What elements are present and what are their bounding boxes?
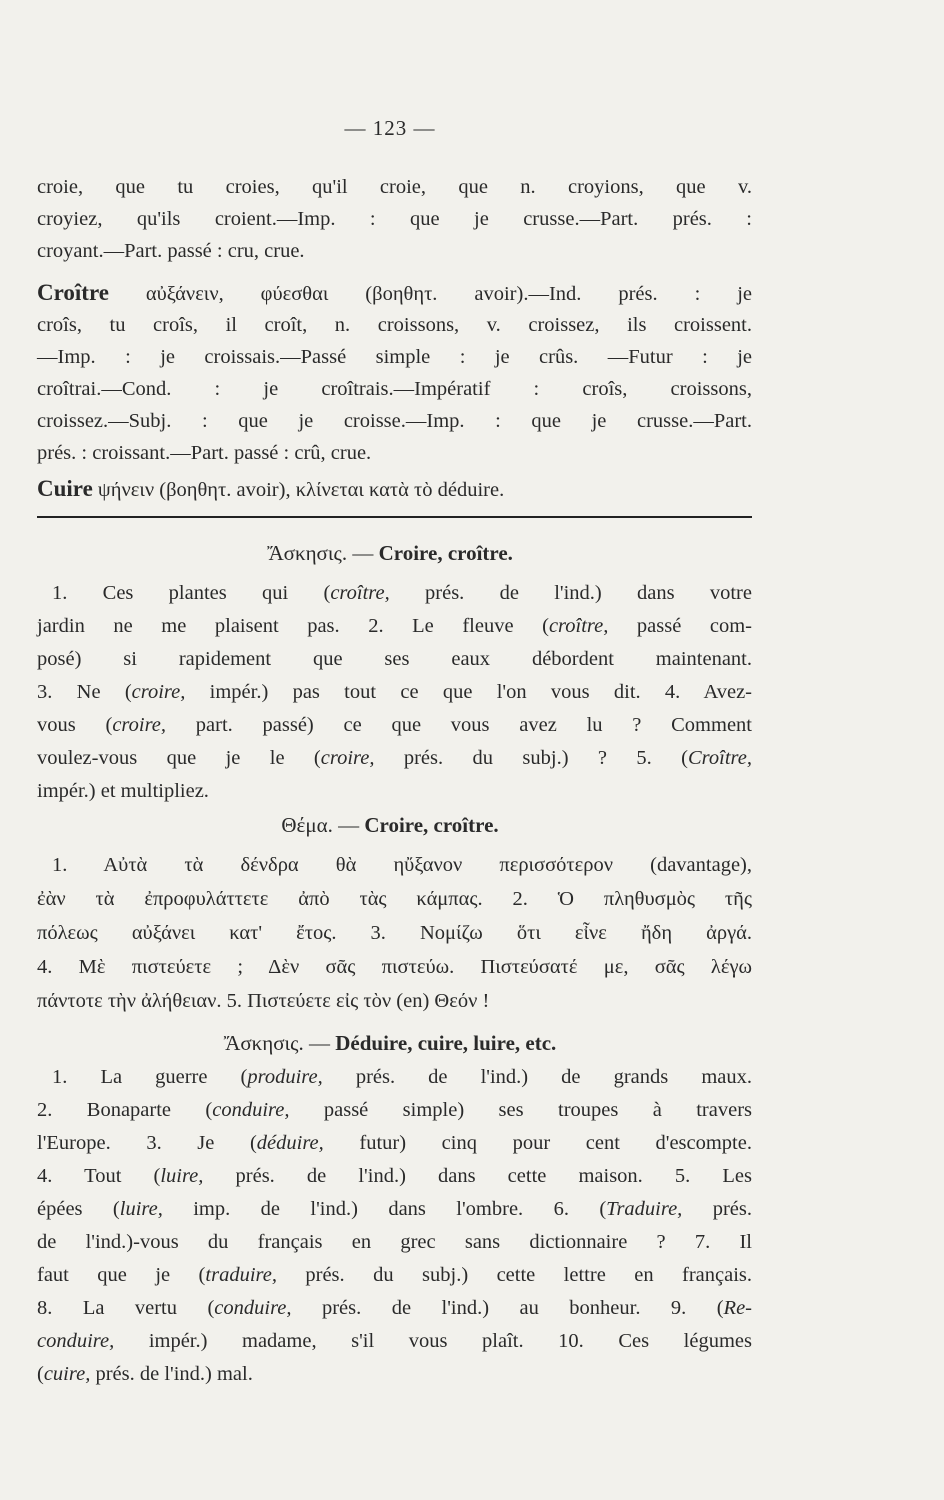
cuire-entry-line: Cuire ψήνειν (βοηθητ. avoir), κλίνεται κατὰ τὸ déduire. xyxy=(37,476,505,501)
exercise-line: impér.) et multipliez. xyxy=(37,780,209,802)
exercise-line: posé) si rapidement que ses eaux débordent maintenant. xyxy=(37,648,752,670)
theme-line: ἐὰν τὰ ἐπροφυλάττετε ἀπὸ τὰς κάμπας. 2. Ὁ πληθυσμὸς τῆς xyxy=(37,888,752,910)
cuire-term: Cuire xyxy=(37,476,93,501)
exercise-line: 1. Ces plantes qui (croître, prés. de l'ind.) dans votre xyxy=(52,582,752,604)
text-line: prés. : croissant.—Part. passé : crû, crue. xyxy=(37,442,372,464)
theme-line: πόλεως αὐξάνει κατ' ἔτος. 3. Νομίζω ὅτι εἶνε ἤδη ἀργά. xyxy=(37,922,752,944)
exercise-line: faut que je (traduire, prés. du subj.) cette lettre en français. xyxy=(37,1264,752,1286)
theme-line: 1. Αὐτὰ τὰ δένδρα θὰ ηὔξανον περισσότερον (davantage), xyxy=(52,854,752,876)
text-line: croyiez, qu'ils croient.—Imp. : que je crusse.—Part. prés. : xyxy=(37,208,752,230)
exercise-line: 8. La vertu (conduire, prés. de l'ind.) au bonheur. 9. (Re- xyxy=(37,1297,752,1319)
exercise-line: conduire, impér.) madame, s'il vous plaît. 10. Ces légumes xyxy=(37,1330,752,1352)
theme-heading: Θέμα. — Croire, croître. xyxy=(281,813,499,837)
croitre-term: Croître xyxy=(37,280,109,305)
exercise-heading: Ἄσκησις. — Croire, croître. xyxy=(267,541,513,565)
text-line: croissez.—Subj. : que je croisse.—Imp. : que je crusse.—Part. xyxy=(37,410,752,432)
exercise-line: 4. Tout (luire, prés. de l'ind.) dans cette maison. 5. Les xyxy=(37,1165,752,1187)
text-line: croie, que tu croies, qu'il croie, que n. croyions, que v. xyxy=(37,176,752,198)
exercise-line: épées (luire, imp. de l'ind.) dans l'ombre. 6. (Traduire, prés. xyxy=(37,1198,752,1220)
text-line: croyant.—Part. passé : cru, crue. xyxy=(37,240,305,262)
text-line: —Imp. : je croissais.—Passé simple : je crûs. —Futur : je xyxy=(37,346,752,368)
exercise-heading: Ἄσκησις. — Déduire, cuire, luire, etc. xyxy=(223,1031,557,1055)
exercise-line: 2. Bonaparte (conduire, passé simple) ses troupes à travers xyxy=(37,1099,752,1121)
text-line: croîtrai.—Cond. : je croîtrais.—Impératif : croîs, croissons, xyxy=(37,378,752,400)
theme-line: 4. Μὲ πιστεύετε ; Δὲν σᾶς πιστεύω. Πιστεύσατέ με, σᾶς λέγω xyxy=(37,956,752,978)
exercise-line: 1. La guerre (produire, prés. de l'ind.) de grands maux. xyxy=(52,1066,752,1088)
exercise-line: vous (croire, part. passé) ce que vous avez lu ? Comment xyxy=(37,714,752,736)
exercise-line: jardin ne me plaisent pas. 2. Le fleuve (croître, passé com- xyxy=(37,615,753,637)
exercise-line: (cuire, prés. de l'ind.) mal. xyxy=(37,1363,253,1385)
exercise-line: 3. Ne (croire, impér.) pas tout ce que l'on vous dit. 4. Avez- xyxy=(37,681,752,703)
exercise-line: de l'ind.)-vous du français en grec sans dictionnaire ? 7. Il xyxy=(37,1231,752,1253)
text-line: croîs, tu croîs, il croît, n. croissons, v. croissez, ils croissent. xyxy=(37,314,752,336)
section-divider xyxy=(37,516,752,518)
exercise-line: l'Europe. 3. Je (déduire, futur) cinq pour cent d'escompte. xyxy=(37,1132,752,1154)
croitre-entry-line: Croître αὐξάνειν, φύεσθαι (βοηθητ. avoir).—Ind. prés. : je xyxy=(37,280,752,305)
page-number: — 123 — xyxy=(344,116,436,140)
exercise-line: voulez-vous que je le (croire, prés. du subj.) ? 5. (Croître, xyxy=(37,747,752,769)
theme-line: πάντοτε τὴν ἀλήθειαν. 5. Πιστεύετε εἰς τὸν (en) Θεόν ! xyxy=(37,990,490,1012)
